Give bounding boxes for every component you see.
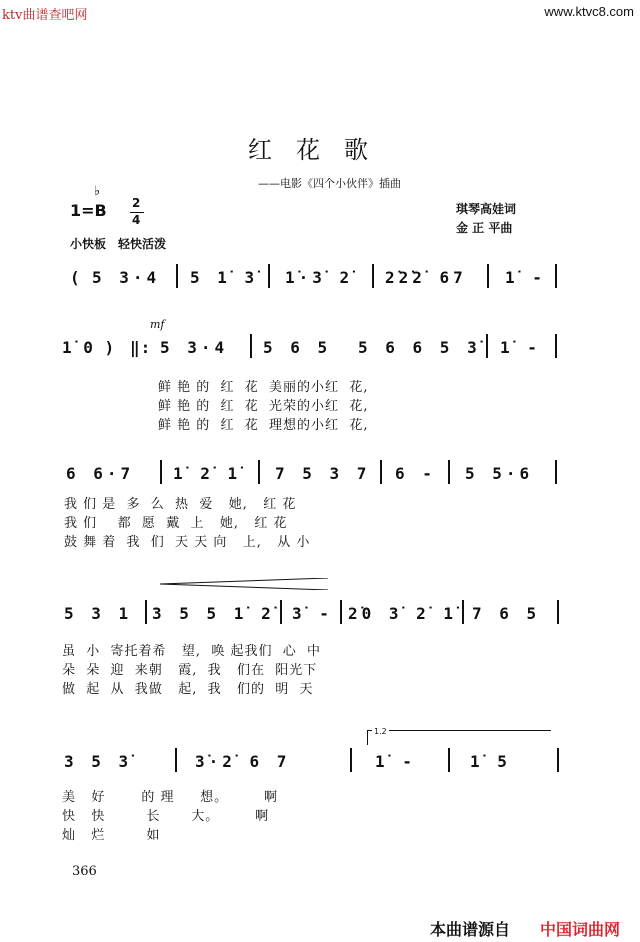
measure: 5 6 5 [263,338,332,357]
barline [448,748,450,772]
measure: 6 6·7 [66,464,135,483]
measure: 5 5·6 [465,464,534,483]
measure: 3̇·2̇ 6 7 [195,752,291,771]
lyric-line: 鲜 艳 的 红 花 美丽的小红 花, [158,380,369,395]
barline [555,460,557,484]
barline [487,264,489,288]
lyric-line: 虽 小 寄托着希 望, 唤 起我们 心 中 [62,644,321,659]
volta-bracket [367,730,551,745]
lyric-line: 灿 烂 如 [62,828,161,843]
composer: 金 正 平曲 [456,221,513,235]
barline [340,600,342,624]
page-number: 366 [72,864,97,879]
volta-label: 1.2 [374,727,387,736]
footer-source-label: 本曲谱源自 [430,920,511,939]
repeat-sign: ‖: [130,338,152,357]
barline [486,334,488,358]
measure: 3 5 3̇ [64,752,133,771]
barline [555,334,557,358]
measure: 7 6 5 [472,604,541,623]
measure: 1̇ 5 [470,752,511,771]
time-signature-top: 2 [132,196,141,210]
flat-sign: ♭ [94,184,101,199]
barline [176,264,178,288]
lyric-line: 美 好 的 理 想。 啊 [62,790,279,805]
lyricist: 琪琴高娃词 [456,202,517,216]
barline [372,264,374,288]
barline [555,264,557,288]
measure: 5 3·4 [160,338,229,357]
song-title: 红花歌 [248,136,392,164]
lyric-line: 鲜 艳 的 红 花 理想的小红 花, [158,418,369,433]
barline [557,600,559,624]
barline [280,600,282,624]
lyric-line: 快 快 长 大。 啊 [62,809,270,824]
measure: 1̇ - [505,268,546,287]
barline [175,748,177,772]
measure: 5 1̇ 3̇ [190,268,259,287]
barline [160,460,162,484]
barline [268,264,270,288]
lyric-line: 鼓 舞 着 我 们 天 天 向 上, 从 小 [64,535,311,550]
song-subtitle: ——电影《四个小伙伴》插曲 [258,177,401,190]
barline [145,600,147,624]
measure: 3̇ - [292,604,333,623]
watermark-left: ktv曲谱查吧网 [2,8,88,23]
decrescendo-hairpin [160,578,328,590]
barline [350,748,352,772]
measure: 6 - [395,464,436,483]
measure: 1̇ 2̇ 1̇ [173,464,242,483]
lyric-line: 我 们 都 愿 戴 上 她, 红 花 [64,516,288,531]
footer-site-link[interactable]: 中国词曲网 [540,920,621,939]
lyric-line: 朵 朵 迎 来朝 霞, 我 们在 阳光下 [62,663,318,678]
time-signature-bottom: 4 [132,213,141,227]
measure: 1̇·3̇ 2̇ [285,268,354,287]
barline [448,460,450,484]
measure: 1̇ - [500,338,541,357]
lyric-line: 鲜 艳 的 红 花 光荣的小红 花, [158,399,369,414]
barline [380,460,382,484]
barline [258,460,260,484]
lyric-line: 我 们 是 多 么 热 爱 她, 红 花 [64,497,297,512]
measure: 3 5 5 1̇ 2̇ [152,604,275,623]
measure: 5 3 1 [64,604,133,623]
key-signature: 1=B [70,201,107,220]
barline [462,600,464,624]
measure: 7 5 3 7 [275,464,371,483]
watermark-right: www.ktvc8.com [544,4,634,19]
dynamic-marking: mf [150,318,165,331]
tempo-marking: 小快板 轻快活泼 [70,237,167,251]
lyric-line: 做 起 从 我做 起, 我 们的 明 天 [62,682,314,697]
measure: 1̇ - [375,752,416,771]
measure: 2̇2̇2̇ 67 [385,268,467,287]
barline [250,334,252,358]
measure: 5 6 6 5 3̇ [358,338,481,357]
barline [557,748,559,772]
measure: 2̇0 3̇ 2̇ 1̇ [348,604,458,623]
measure: 5 3·4 [92,268,161,287]
measure: ( [70,268,84,287]
measure: 1̇ 0 ) [62,338,116,357]
